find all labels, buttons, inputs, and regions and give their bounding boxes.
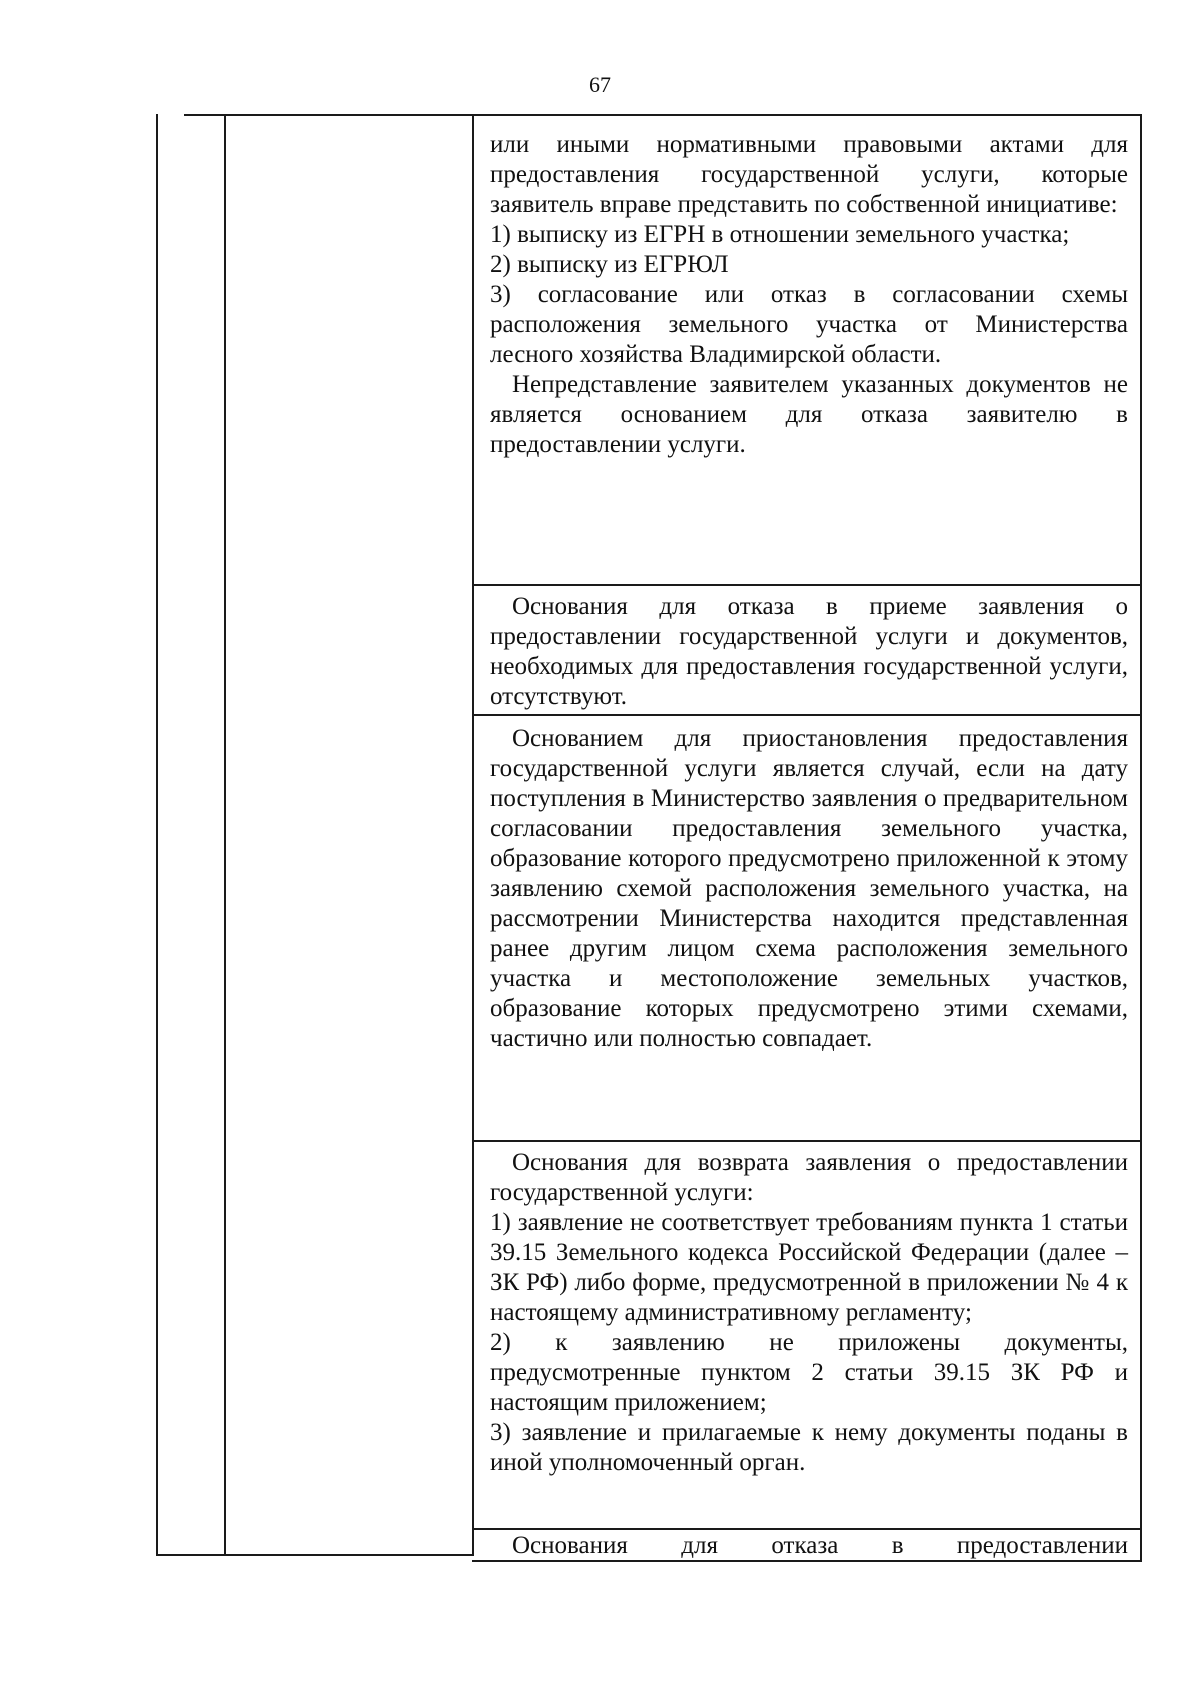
paragraph: Основания для отказа в предоставлении <box>512 1532 1128 1559</box>
column-divider-2 <box>472 114 474 1556</box>
table-cell-suspension-grounds <box>490 724 1128 1054</box>
page-number: 67 <box>589 72 611 97</box>
paragraph: Основания для возврата заявления о предоставлении государственной услуги: <box>490 1149 1128 1206</box>
paragraph: Основанием для приостановления предоставления государственной услуги является случай, если на дату поступления в Министерство заявления о предварительном согласовании предоставления земельного участка, образование которого предусмотрено приложенной к этому заявлению схемой расположения земельного участка, на рассмотрении Министерства находится представленная ранее другим лицом схема расположения земельного участка и местоположение земельных участков, образование которых предусмотрено этими схемами, частично или полностью совпадает. <box>490 725 1128 1052</box>
list-item: 1) заявление не соответствует требованиям пункта 1 статьи 39.15 Земельного кодекса Российской Федерации (далее – ЗК РФ) либо форме, предусмотренной в приложении № 4 к настоящему административному регламенту; <box>490 1209 1128 1326</box>
table-border-bottom <box>156 1554 474 1556</box>
row-divider-2 <box>472 714 1142 716</box>
list-item: 2) к заявлению не приложены документы, предусмотренные пунктом 2 статьи 39.15 ЗК РФ и настоящим приложением; <box>490 1329 1128 1416</box>
column-divider-1 <box>224 114 226 1556</box>
paragraph: Основания для отказа в приеме заявления о предоставлении государственной услуги и документов, необходимых для предоставления государственной услуги, отсутствуют. <box>490 593 1128 710</box>
row-divider-1 <box>472 584 1142 586</box>
row-divider-4 <box>472 1528 1142 1530</box>
table-cell-documents <box>490 130 1128 460</box>
list-item: 3) заявление и прилагаемые к нему документы поданы в иной уполномоченный орган. <box>490 1419 1128 1476</box>
list-item: 1) выписку из ЕГРН в отношении земельного участка; <box>490 221 1070 248</box>
table-border-left <box>156 114 158 1556</box>
table-border-right <box>1140 114 1142 1562</box>
table-cell-service-refusal <box>490 1531 1128 1561</box>
list-item: 2) выписку из ЕГРЮЛ <box>490 251 729 278</box>
table-cell-refusal-grounds <box>490 592 1128 712</box>
paragraph: Непредставление заявителем указанных документов не является основанием для отказа заявителю в предоставлении услуги. <box>490 371 1128 458</box>
paragraph: или иными нормативными правовыми актами для предоставления государственной услуги, которые заявитель вправе представить по собственной инициативе: <box>490 131 1128 218</box>
row-divider-3 <box>472 1140 1142 1142</box>
list-item: 3) согласование или отказ в согласовании схемы расположения земельного участка от Министерства лесного хозяйства Владимирской области. <box>490 281 1128 368</box>
table-border-top <box>184 114 1142 116</box>
table-cell-return-grounds <box>490 1148 1128 1478</box>
